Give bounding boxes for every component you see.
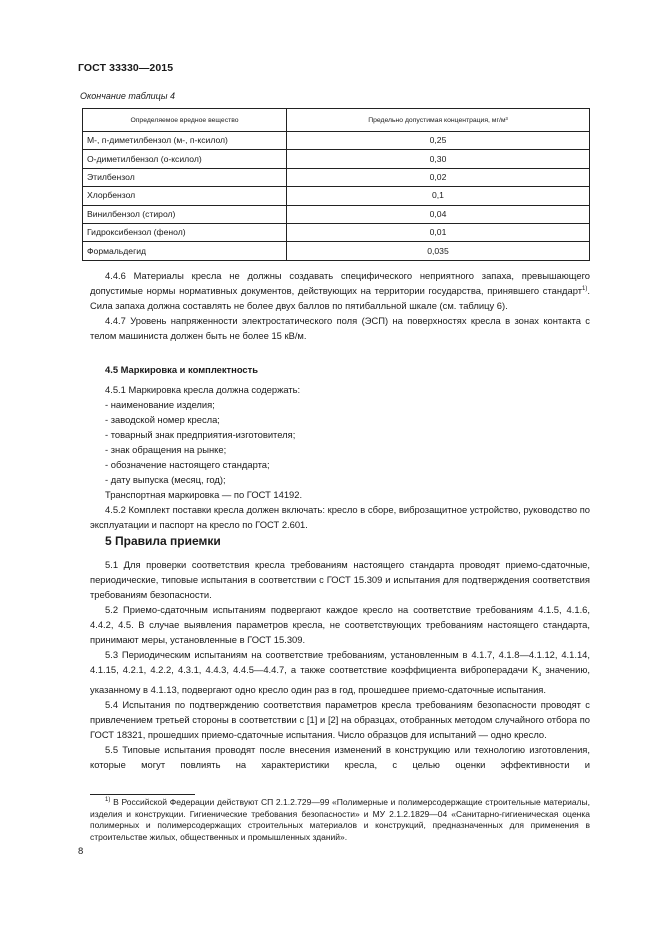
page-number: 8 bbox=[78, 846, 84, 857]
value-cell: 0,02 bbox=[287, 168, 590, 186]
paragraph-4-4-6: 4.4.6 Материалы кресла не должны создавать специфического неприятного запаха, превышающего допустимые нормы нормативных документов, действующих на территории государства, принявшего стандарт$^{1)}$. Сила запаха должна составлять не более двух баллов по пятибалльной шкале (см. таблицу 6). bbox=[90, 270, 590, 311]
table-row bbox=[83, 205, 590, 223]
paragraph-5-3: 5.3 Периодическим испытаниям на соответствие требованиям, установленным в 4.1.7, 4.1.8—4.1.12, 4.1.14, 4.1.15, 4.2.1, 4.2.2, 4.3.1, 4.4.3, 4.4.5—4.4.7, а также соответствие коэффициента виброперадачи $K_з$ значению, указанному в 4.1.13, подвергают одно кресло один раз в год, прошедшее приемо-сдаточные испытания. bbox=[90, 649, 590, 695]
list-item: - товарный знак предприятия-изготовителя; bbox=[105, 429, 296, 440]
section-4-5-title: 4.5 Маркировка и комплектность bbox=[105, 364, 258, 375]
document-header: ГОСТ 33330—2015 bbox=[78, 62, 174, 74]
substance-cell: Винилбензол (стирол) bbox=[83, 205, 287, 223]
list-item: - знак обращения на рынке; bbox=[105, 444, 227, 455]
paragraph-4-5-1: 4.5.1 Маркировка кресла должна содержать: bbox=[105, 384, 301, 395]
list-item: - наименование изделия; bbox=[105, 399, 215, 410]
table-row bbox=[83, 132, 590, 150]
list-item: - обозначение настоящего стандарта; bbox=[105, 459, 270, 470]
value-cell: 0,01 bbox=[287, 223, 590, 241]
footnote-mark: 1) bbox=[105, 797, 111, 804]
table-row bbox=[83, 242, 590, 260]
substance-cell: Этилбензол bbox=[83, 168, 287, 186]
section-5-title: 5 Правила приемки bbox=[105, 534, 221, 548]
table-header-row bbox=[83, 109, 590, 132]
table-row bbox=[83, 223, 590, 241]
value-cell: 0,04 bbox=[287, 205, 590, 223]
table-row bbox=[83, 187, 590, 205]
section-4-5-text bbox=[90, 362, 590, 532]
paragraph-4-4-7: 4.4.7 Уровень напряженности электростатического поля (ЭСП) на поверхностях кресла в зонах контакта с телом машиниста должен быть не более 15 кВ/м. bbox=[90, 315, 590, 341]
substance-cell: М-, п-диметилбензол (м-, п-ксилол) bbox=[83, 132, 287, 150]
list-item: - заводской номер кресла; bbox=[105, 414, 220, 425]
value-cell: 0,1 bbox=[287, 187, 590, 205]
value-cell: 0,25 bbox=[287, 132, 590, 150]
footnote-ref: 1) bbox=[582, 285, 588, 292]
substance-cell: Гидроксибензол (фенол) bbox=[83, 223, 287, 241]
section-4-4-text bbox=[90, 268, 590, 343]
footnote: $^{1)}$ В Российской Федерации действуют СП 2.1.2.729—99 «Полимерные и полимерсодержащие строительные материалы, изделия и конструкции. Гигиенические требования безопасности» и МУ 2.1.2.1829—04 «Санитарно-гигиеническая оценка полимерных и полимерсодержащих строительных материалов и конструкций, предназначенных для применения в строительстве жилых, общественных и промышленных зданий». bbox=[90, 797, 590, 842]
transport-marking: Транспортная маркировка — по ГОСТ 14192. bbox=[105, 489, 303, 500]
paragraph-5-1: 5.1 Для проверки соответствия кресла требованиям настоящего стандарта проводят приемо-сдаточные, периодические, типовые испытания в соответствии с ГОСТ 15.309 и испытания для подтверждения соответствия требованиям безопасности. bbox=[90, 559, 590, 600]
substance-table bbox=[82, 108, 590, 261]
paragraph-5-4: 5.4 Испытания по подтверждению соответствия параметров кресла требованиям безопасности проводят с привлечением третьей стороны в соответствии с [1] и [2] на образцах, отобранных методом случайного отбора по ГОСТ 18321, прошедших приемо-сдаточные испытания. Число образцов для испытаний — одно кресло. bbox=[90, 698, 590, 740]
value-cell: 0,30 bbox=[287, 150, 590, 168]
section-5-text bbox=[90, 557, 590, 772]
table-row bbox=[83, 150, 590, 168]
column-header-concentration: Предельно допустимая концентрация, мг/м³ bbox=[287, 109, 590, 132]
footnote-divider bbox=[90, 794, 195, 795]
value-cell: 0,035 bbox=[287, 242, 590, 260]
paragraph-4-5-2: 4.5.2 Комплект поставки кресла должен включать: кресло в сборе, виброзащитное устройство, руководство по эксплуатации и паспорт на кресло по ГОСТ 2.601. bbox=[90, 504, 590, 530]
paragraph-5-2: 5.2 Приемо-сдаточным испытаниям подвергают каждое кресло на соответствие требованиям 4.1.5, 4.1.6, 4.4.2, 4.5. В случае выявления параметров кресла, не соответствующих требованиям настоящего стандарта, принимают меры, установленные в ГОСТ 15.309. bbox=[90, 604, 590, 645]
table-row bbox=[83, 168, 590, 186]
paragraph-5-5: 5.5 Типовые испытания проводят после внесения изменений в конструкцию или технологию изготовления, которые могут повлиять на характеристики кресла, с целью оценки эффективности и bbox=[90, 743, 590, 770]
substance-cell: Формальдегид bbox=[83, 242, 287, 260]
substance-cell: О-диметилбензол (о-ксилол) bbox=[83, 150, 287, 168]
substance-cell: Хлорбензол bbox=[83, 187, 287, 205]
table-caption: Окончание таблицы 4 bbox=[80, 91, 175, 101]
column-header-substance: Определяемое вредное вещество bbox=[83, 109, 287, 132]
list-item: - дату выпуска (месяц, год); bbox=[105, 474, 226, 485]
